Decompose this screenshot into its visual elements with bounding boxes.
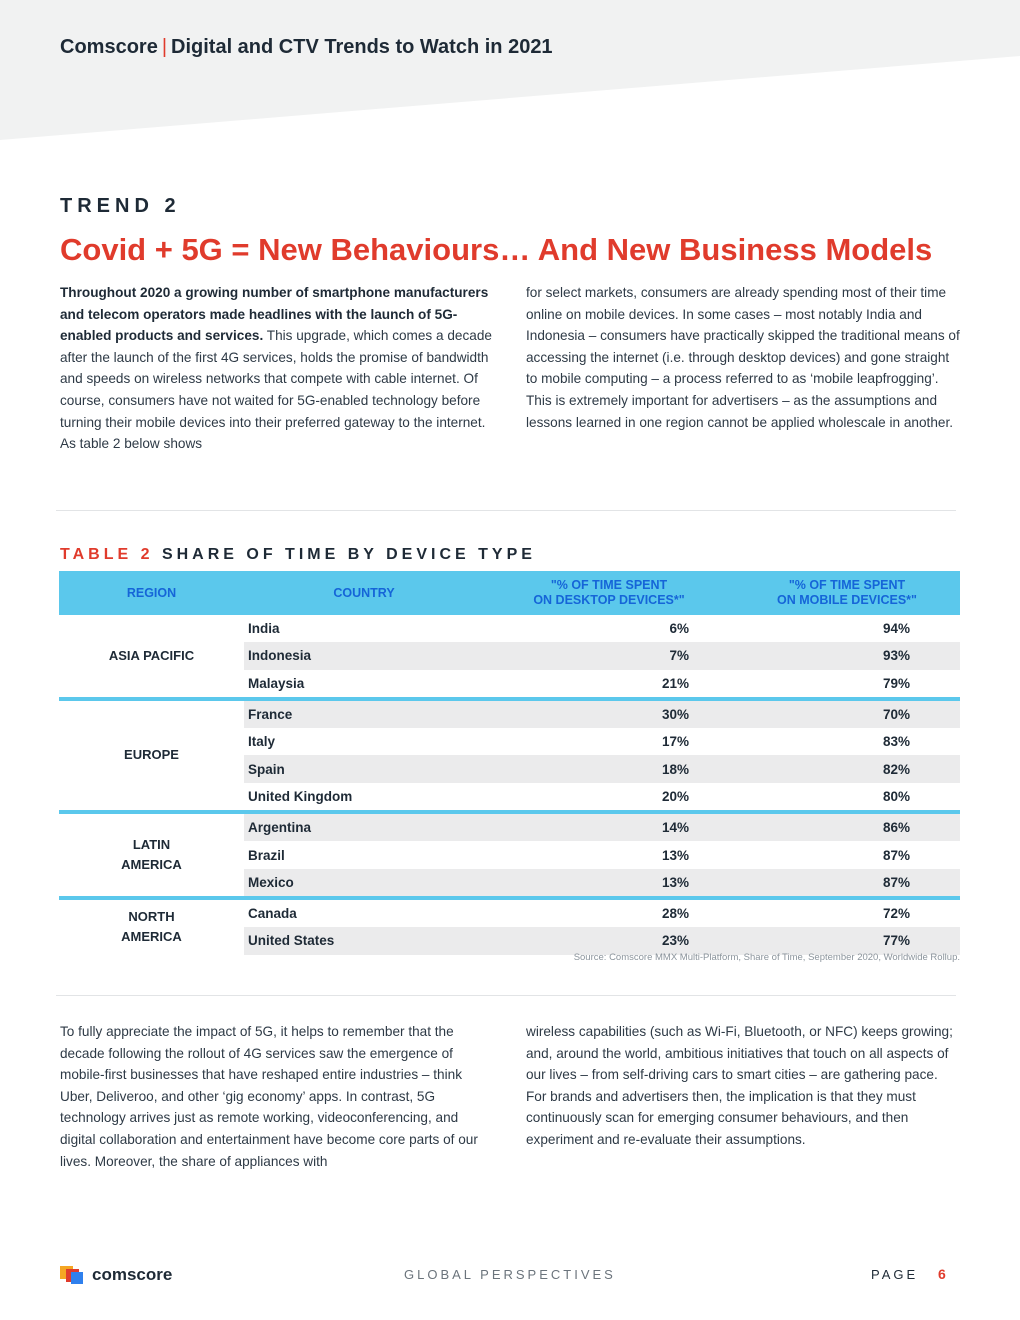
mobile-share-cell: 87% <box>882 847 910 863</box>
table-row <box>244 869 960 896</box>
table-row <box>244 701 960 728</box>
intro-left-column <box>60 282 495 455</box>
header-desktop-line2: ON DESKTOP DEVICES*" <box>533 593 685 607</box>
country-cell: Italy <box>248 734 276 750</box>
share-of-time-table <box>59 571 960 955</box>
table-row <box>244 900 960 927</box>
footer-section-label: GLOBAL PERSPECTIVES <box>404 1267 616 1282</box>
table-title: SHARE OF TIME BY DEVICE TYPE <box>161 546 536 563</box>
country-cell: France <box>248 707 293 723</box>
mobile-share-cell: 79% <box>882 675 910 691</box>
table-row <box>244 841 960 868</box>
table-row <box>244 783 960 810</box>
document-title: Digital and CTV Trends to Watch in 2021 <box>171 36 553 58</box>
mobile-share-cell: 82% <box>882 761 910 777</box>
mobile-share-cell: 83% <box>882 734 910 750</box>
mobile-share-cell: 72% <box>882 906 910 922</box>
table-row <box>244 670 960 697</box>
region-cell <box>59 900 244 955</box>
country-cell: India <box>248 621 280 637</box>
desktop-share-cell: 28% <box>661 906 689 922</box>
header-desktop-line1: "% OF TIME SPENT <box>550 578 668 592</box>
mobile-share-cell: 93% <box>882 648 910 664</box>
table-row <box>244 728 960 755</box>
region-cell <box>59 814 244 896</box>
country-cell: Argentina <box>248 820 312 836</box>
mobile-share-cell: 80% <box>882 788 910 804</box>
header-separator: | <box>161 36 168 58</box>
table-row <box>244 642 960 669</box>
country-cell: Malaysia <box>248 675 305 691</box>
brand-name: Comscore <box>60 36 158 58</box>
region-cell <box>59 615 244 697</box>
section-divider <box>56 510 956 511</box>
desktop-share-cell: 18% <box>661 761 689 777</box>
mobile-share-cell: 86% <box>882 820 910 836</box>
region-label: LATIN <box>132 837 171 853</box>
trend-headline: Covid + 5G = New Behaviours… And New Business Models <box>60 232 933 267</box>
header-desktop <box>484 578 734 608</box>
table-caption <box>60 546 536 564</box>
region-label: ASIA PACIFIC <box>108 647 195 663</box>
section-divider <box>56 995 956 996</box>
region-label: EUROPE <box>124 747 179 763</box>
region-label-line2: AMERICA <box>121 929 182 945</box>
desktop-share-cell: 21% <box>661 675 689 691</box>
logo-wordmark: comscore <box>92 1265 173 1284</box>
footer-page-label: PAGE <box>871 1267 919 1282</box>
desktop-share-cell: 17% <box>661 734 689 750</box>
header-mobile <box>734 578 960 608</box>
country-cell: Mexico <box>248 874 294 890</box>
intro-right-column: for select markets, consumers are already spending most of their time online on mobile devices. In some cases – most notably India and Indonesia – consumers have practically skipped the traditional means of accessing the internet (i.e. through desktop devices) and gone straight to mobile computing – a process referred to as ‘mobile leapfrogging’. This is extremely important for advertisers – as the assumptions and lessons learned in one region cannot be applied wholescale in another. <box>526 285 960 430</box>
header-band <box>0 0 1020 140</box>
country-cell: Indonesia <box>248 648 312 664</box>
header-country: COUNTRY <box>333 586 395 600</box>
table-source-note: Source: Comscore MMX Multi-Platform, Share of Time, September 2020, Worldwide Rollup. <box>573 952 960 963</box>
desktop-share-cell: 13% <box>661 874 689 890</box>
header-mobile-line1: "% OF TIME SPENT <box>788 578 906 592</box>
desktop-share-cell: 6% <box>669 621 689 637</box>
comscore-logo-icon <box>60 1264 86 1286</box>
document-header <box>60 36 553 59</box>
body-right-column: wireless capabilities (such as Wi-Fi, Bluetooth, or NFC) keeps growing; and, around the world, ambitious initiatives that touch on all aspects of our lives – from self-driving cars to smart cities – are gathering pace. For brands and advertisers then, the implication is that they must continuously scan for emerging consumer behaviours, and then experiment and re-evaluate their assumptions. <box>526 1024 953 1147</box>
region-group-latin-america <box>59 810 960 896</box>
table-row <box>244 755 960 782</box>
header-mobile-line2: ON MOBILE DEVICES*" <box>777 593 917 607</box>
mobile-share-cell: 70% <box>882 707 910 723</box>
country-cell: United States <box>248 933 335 949</box>
intro-left-text: This upgrade, which comes a decade after the launch of the first 4G services, holds the promise of bandwidth and speeds on wireless networks that compete with cable internet. Of course, consumers have not waited for 5G-enabled technology before turning their mobile devices into their preferred gateway to the internet. As table 2 below shows <box>60 328 492 452</box>
country-cell: Canada <box>248 906 297 922</box>
desktop-share-cell: 7% <box>669 648 689 664</box>
table-row <box>244 814 960 841</box>
desktop-share-cell: 23% <box>661 933 689 949</box>
table-header-row <box>59 571 960 615</box>
desktop-share-cell: 20% <box>661 788 689 804</box>
region-label: NORTH <box>128 909 175 925</box>
desktop-share-cell: 14% <box>661 820 689 836</box>
region-label-line2: AMERICA <box>121 857 182 873</box>
trend-label: TREND 2 <box>60 195 181 217</box>
region-group-asia-pacific <box>59 615 960 697</box>
body-left-column: To fully appreciate the impact of 5G, it helps to remember that the decade following the rollout of 4G services saw the emergence of mobile-first businesses that have reshaped entire industries – think Uber, Deliveroo, and other ‘gig economy’ apps. In contrast, 5G technology arrives just as remote working, videoconferencing, and digital collaboration and entertainment have become core parts of our lives. Moreover, the share of appliances with <box>60 1024 478 1169</box>
mobile-share-cell: 94% <box>882 621 910 637</box>
desktop-share-cell: 30% <box>661 707 689 723</box>
region-cell <box>59 701 244 810</box>
desktop-share-cell: 13% <box>661 847 689 863</box>
intro-bold-lead: Throughout 2020 a growing number of smartphone manufacturers and telecom operators made headlines with the launch of 5G-enabled products and services. <box>60 285 489 344</box>
table-row <box>244 615 960 642</box>
table-row <box>244 927 960 954</box>
comscore-logo <box>60 1264 172 1286</box>
country-cell: Spain <box>248 761 285 777</box>
mobile-share-cell: 77% <box>882 933 910 949</box>
country-cell: Brazil <box>248 847 285 863</box>
mobile-share-cell: 87% <box>882 874 910 890</box>
region-group-europe <box>59 697 960 810</box>
table-number: TABLE 2 <box>60 546 154 563</box>
footer-page-number: 6 <box>938 1266 946 1282</box>
region-group-north-america <box>59 896 960 955</box>
country-cell: United Kingdom <box>248 788 353 804</box>
header-region: REGION <box>126 586 177 600</box>
